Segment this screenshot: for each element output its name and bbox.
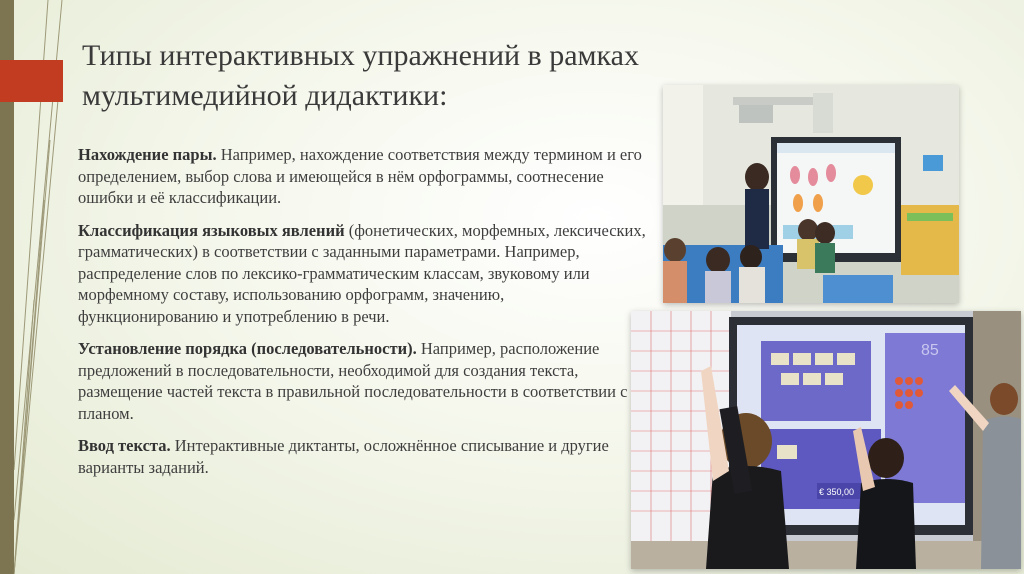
paragraph-text: Интерактивные диктанты, осложнённое списывание и другие варианты заданий. xyxy=(78,436,609,477)
paragraph-text: Например, нахождение соответствия между термином и его определением, выбор слова и имеющейся в нём орфограммы, соотнесение ошибки и её классификации. xyxy=(78,145,642,207)
projector-icon xyxy=(739,105,773,123)
board-number: 85 xyxy=(921,342,939,359)
slide-body xyxy=(78,144,648,489)
paragraph-text: (фонетических, морфемных, лексических, грамматических) в соответствии с заданными параметрами. Например, распределение слов по лексико-грамматическим классам, звуковому или морфемному составу, использованию орфограмм, значению, функционированию и употреблению в речи. xyxy=(78,220,646,326)
paragraph-heading: Ввод текста. xyxy=(78,436,171,455)
paragraph-text: Например, расположение предложений в последовательности, необходимой для создания текста, размещение частей текста в правильной последовательности в соответствии с планом. xyxy=(78,339,628,423)
paragraph-heading: Классификация языковых явлений xyxy=(78,220,345,240)
paragraph-heading: Установление порядка (последовательности). xyxy=(78,339,417,358)
paragraph-pair-matching xyxy=(78,144,648,209)
paragraph-ordering xyxy=(78,338,648,424)
paragraph-text-input xyxy=(78,435,648,478)
price-label: € 350,00 xyxy=(819,487,855,497)
paragraph-heading: Нахождение пары. xyxy=(78,145,217,164)
classroom-photo xyxy=(663,85,959,303)
slide-title: Типы интерактивных упражнений в рамках мультимедийной дидактики: xyxy=(82,39,639,112)
children-at-board-photo xyxy=(631,311,1021,569)
accent-bar xyxy=(0,60,63,102)
paragraph-classification xyxy=(78,220,648,328)
